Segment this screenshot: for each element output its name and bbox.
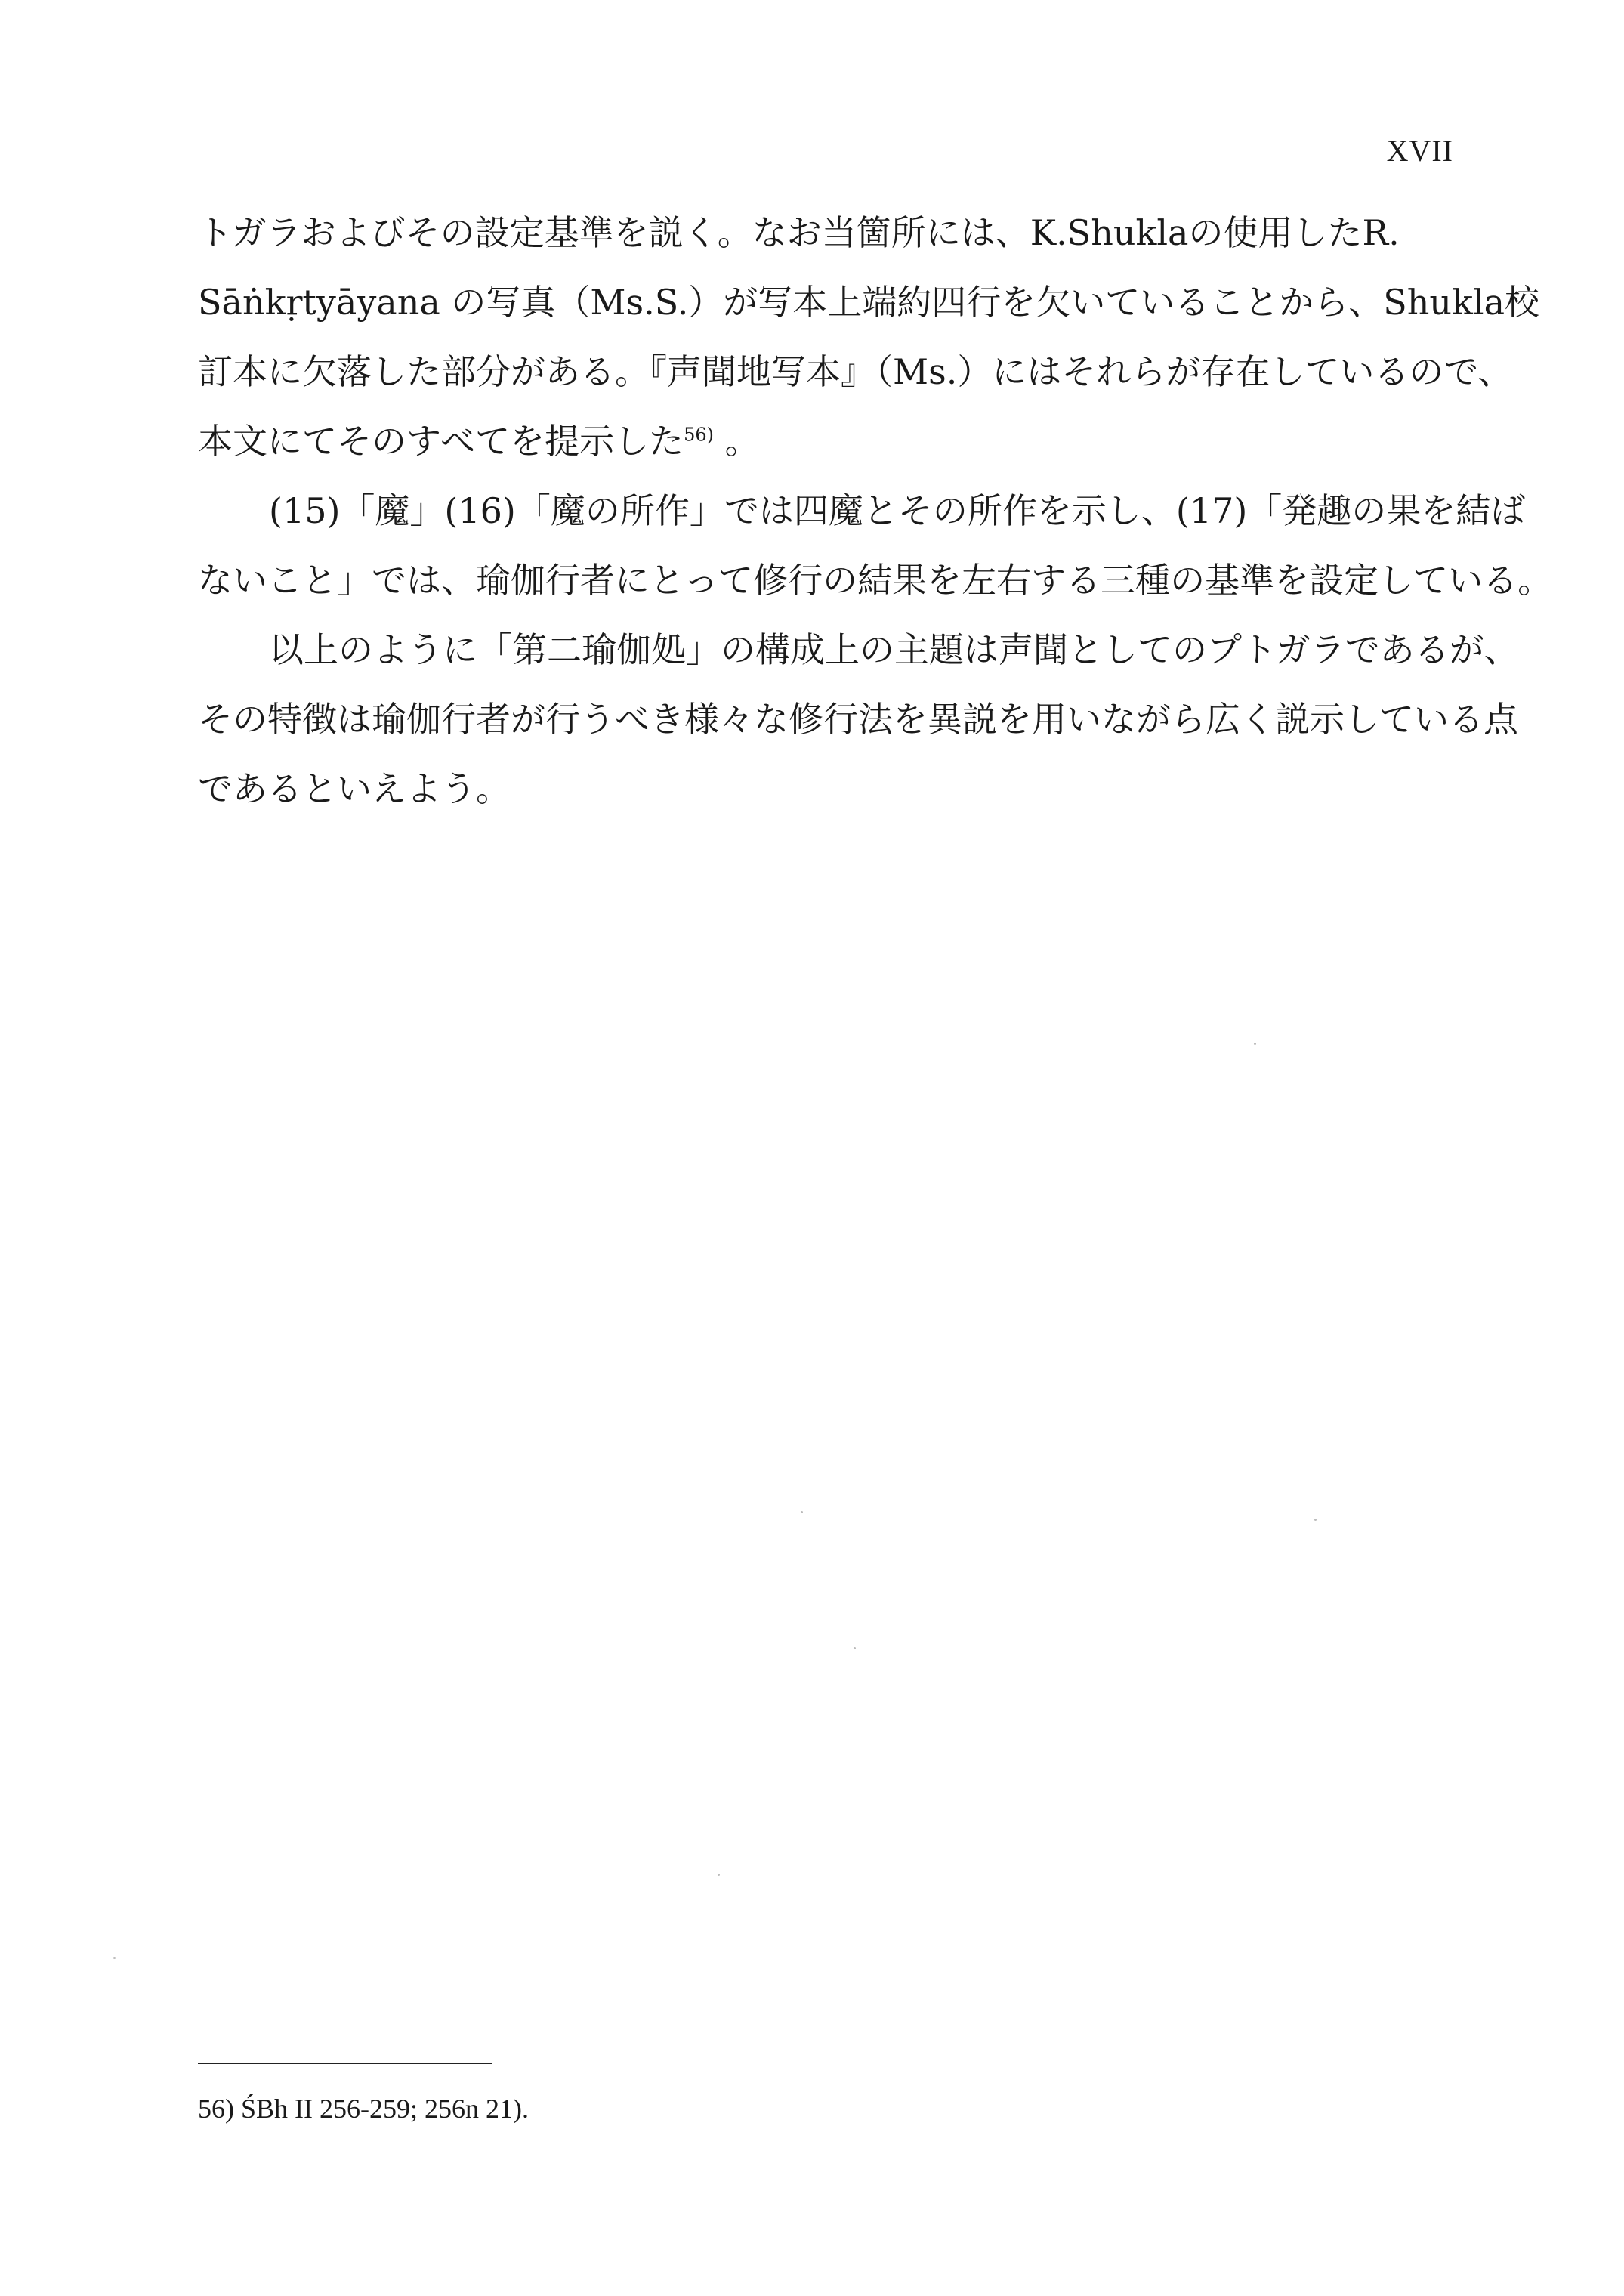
- text-line-with-footnote: [198, 406, 1452, 476]
- text-line: ないこと」では、瑜伽行者にとって修行の結果を左右する三種の基準を設定している。: [198, 560, 1553, 601]
- page-number: XVII: [1386, 134, 1453, 168]
- text-line: (15)「魔」(16)「魔の所作」では四魔とその所作を示し、(17)「発趣の果を結ば: [269, 490, 1526, 531]
- scan-speck: [1314, 1519, 1317, 1521]
- scan-speck: [113, 1957, 116, 1959]
- footnote-label: 56): [198, 2094, 234, 2124]
- footnote-reference[interactable]: 56): [684, 424, 714, 446]
- text-line-segment: 。: [714, 421, 760, 462]
- scan-speck: [1254, 1043, 1256, 1045]
- text-line: 訂本に欠落した部分がある。『声聞地写本』（Ms.）にはそれらが存在しているので、: [198, 351, 1513, 392]
- text-line: その特徴は瑜伽行者が行うべき様々な修行法を異説を用いながら広く説示している点: [198, 699, 1518, 740]
- text-line-segment: 本文にてそのすべてを提示した: [198, 421, 684, 462]
- paragraph-1: [198, 198, 1540, 476]
- footnote-text: ŚBh II 256-259; 256n 21).: [241, 2094, 529, 2124]
- text-line: トガラおよびその設定基準を説く。なお当箇所には、K.Shuklaの使用したR.: [198, 212, 1400, 253]
- text-line: 以上のように「第二瑜伽処」の構成上の主題は声聞としてのプトガラであるが、: [269, 629, 1519, 670]
- paragraph-3: [198, 615, 1519, 824]
- footnote: [198, 2093, 529, 2124]
- footnote-divider: [198, 2063, 492, 2064]
- text-line: Sāṅkṛtyāyana の写真（Ms.S.）が写本上端約四行を欠いていることから、Shukla校: [198, 282, 1540, 323]
- scan-speck: [854, 1647, 856, 1649]
- scan-speck: [718, 1874, 720, 1876]
- paragraph-2: [198, 476, 1553, 615]
- scan-speck: [801, 1511, 803, 1513]
- text-line: であるといえよう。: [198, 768, 511, 809]
- body-text: [198, 198, 1553, 824]
